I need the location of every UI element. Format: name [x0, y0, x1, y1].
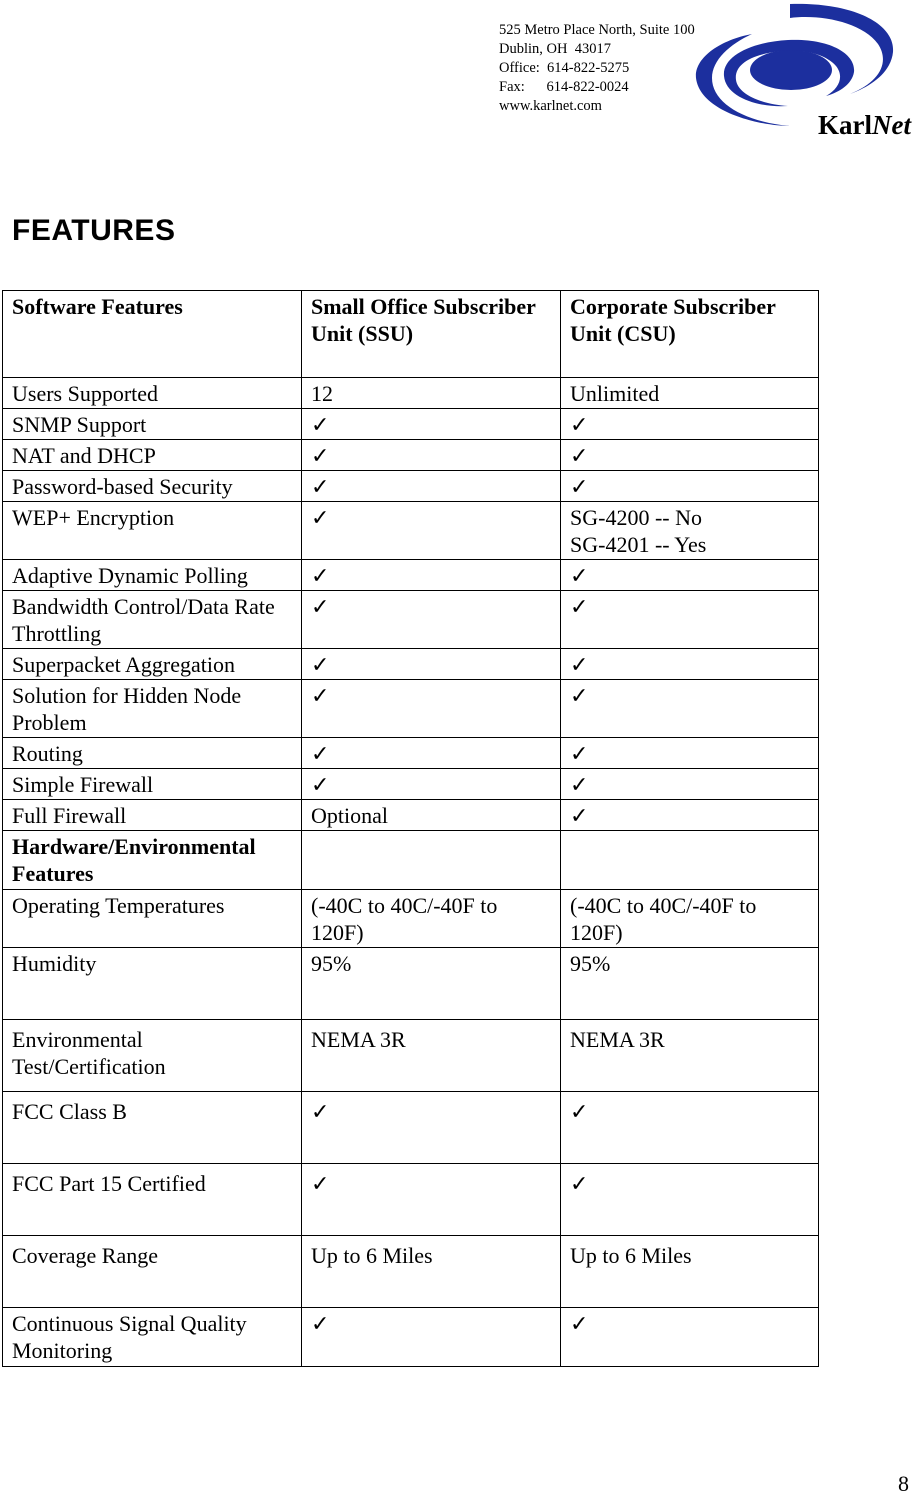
ssu-cell: 95%: [302, 948, 561, 1020]
csu-check-icon: ✓: [561, 560, 819, 591]
csu-check-icon: ✓: [561, 738, 819, 769]
table-row: [3, 1020, 819, 1092]
table-row: [3, 890, 819, 948]
table-header-row: [3, 291, 819, 378]
table-row: [3, 1308, 819, 1367]
table-row: [3, 502, 819, 560]
table-row: [3, 769, 819, 800]
table-row: [3, 409, 819, 440]
table-row: [3, 649, 819, 680]
ssu-cell: (-40C to 40C/-40F to 120F): [302, 890, 561, 948]
ssu-cell: NEMA 3R: [302, 1020, 561, 1092]
feature-cell: Operating Temperatures: [3, 890, 302, 948]
ssu-check-icon: ✓: [302, 649, 561, 680]
feature-cell: Password-based Security: [3, 471, 302, 502]
csu-cell: 95%: [561, 948, 819, 1020]
header-csu: Corporate Subscriber Unit (CSU): [561, 291, 819, 378]
csu-check-icon: ✓: [561, 1308, 819, 1367]
ssu-check-icon: ✓: [302, 1308, 561, 1367]
csu-check-icon: ✓: [561, 1164, 819, 1236]
feature-cell: Environmental Test/Certification: [3, 1020, 302, 1092]
csu-check-icon: ✓: [561, 649, 819, 680]
csu-cell: (-40C to 40C/-40F to 120F): [561, 890, 819, 948]
csu-check-icon: ✓: [561, 440, 819, 471]
ssu-cell: Optional: [302, 800, 561, 831]
ssu-check-icon: ✓: [302, 769, 561, 800]
address-city: Dublin, OH 43017: [499, 41, 611, 57]
feature-cell: Superpacket Aggregation: [3, 649, 302, 680]
karlnet-logo: [690, 0, 920, 150]
csu-check-icon: ✓: [561, 471, 819, 502]
table-row: [3, 1092, 819, 1164]
header-ssu: Small Office Subscriber Unit (SSU): [302, 291, 561, 378]
csu-line: SG-4200 -- No: [570, 505, 702, 530]
ssu-check-icon: ✓: [302, 409, 561, 440]
ssu-check-icon: ✓: [302, 738, 561, 769]
feature-cell: Coverage Range: [3, 1236, 302, 1308]
csu-cell: Unlimited: [561, 378, 819, 409]
ssu-check-icon: ✓: [302, 1164, 561, 1236]
feature-cell: Bandwidth Control/Data Rate Throttling: [3, 591, 302, 649]
logo-wordmark: [818, 110, 912, 140]
csu-check-icon: ✓: [561, 591, 819, 649]
table-row: [3, 1164, 819, 1236]
feature-cell: SNMP Support: [3, 409, 302, 440]
csu-check-icon: ✓: [561, 680, 819, 738]
page-number: 8: [898, 1471, 909, 1496]
table-row: [3, 738, 819, 769]
feature-cell: Full Firewall: [3, 800, 302, 831]
table-row: [3, 800, 819, 831]
csu-cell: [561, 502, 819, 560]
table-row: [3, 948, 819, 1020]
table-row: [3, 471, 819, 502]
csu-check-icon: ✓: [561, 769, 819, 800]
feature-cell: Continuous Signal Quality Monitoring: [3, 1308, 302, 1367]
svg-text:KarlNet: KarlNet: [818, 110, 911, 140]
table-row: [3, 1236, 819, 1308]
ssu-check-icon: ✓: [302, 591, 561, 649]
address-office-phone: Office: 614-822-5275: [499, 60, 630, 76]
address-fax: Fax: 614-822-0024: [499, 79, 629, 95]
feature-cell: Simple Firewall: [3, 769, 302, 800]
ssu-check-icon: ✓: [302, 560, 561, 591]
feature-cell: Adaptive Dynamic Polling: [3, 560, 302, 591]
feature-cell: Routing: [3, 738, 302, 769]
feature-cell: FCC Class B: [3, 1092, 302, 1164]
table-row: [3, 440, 819, 471]
ssu-cell: 12: [302, 378, 561, 409]
csu-cell: Up to 6 Miles: [561, 1236, 819, 1308]
csu-line: SG-4201 -- Yes: [570, 532, 707, 557]
ssu-check-icon: ✓: [302, 680, 561, 738]
page-title: FEATURES: [12, 214, 176, 247]
address-street: 525 Metro Place North, Suite 100: [499, 22, 695, 38]
ssu-check-icon: ✓: [302, 502, 561, 560]
feature-cell: Users Supported: [3, 378, 302, 409]
csu-check-icon: ✓: [561, 1092, 819, 1164]
feature-cell: FCC Part 15 Certified: [3, 1164, 302, 1236]
ssu-check-icon: ✓: [302, 471, 561, 502]
ssu-check-icon: ✓: [302, 1092, 561, 1164]
csu-check-icon: ✓: [561, 800, 819, 831]
feature-cell: Humidity: [3, 948, 302, 1020]
table-row: [3, 378, 819, 409]
header-software-features: Software Features: [3, 291, 302, 378]
empty-cell: [561, 831, 819, 890]
feature-cell: NAT and DHCP: [3, 440, 302, 471]
table-row: [3, 560, 819, 591]
ssu-check-icon: ✓: [302, 440, 561, 471]
csu-cell: NEMA 3R: [561, 1020, 819, 1092]
hardware-section-header-row: [3, 831, 819, 890]
company-address: [499, 21, 695, 116]
feature-cell: WEP+ Encryption: [3, 502, 302, 560]
hardware-section-header: Hardware/Environmental Features: [3, 831, 302, 890]
empty-cell: [302, 831, 561, 890]
address-website: www.karlnet.com: [499, 98, 602, 114]
ssu-cell: Up to 6 Miles: [302, 1236, 561, 1308]
feature-cell: Solution for Hidden Node Problem: [3, 680, 302, 738]
table-row: [3, 680, 819, 738]
features-table: [2, 290, 819, 1367]
table-row: [3, 591, 819, 649]
csu-check-icon: ✓: [561, 409, 819, 440]
